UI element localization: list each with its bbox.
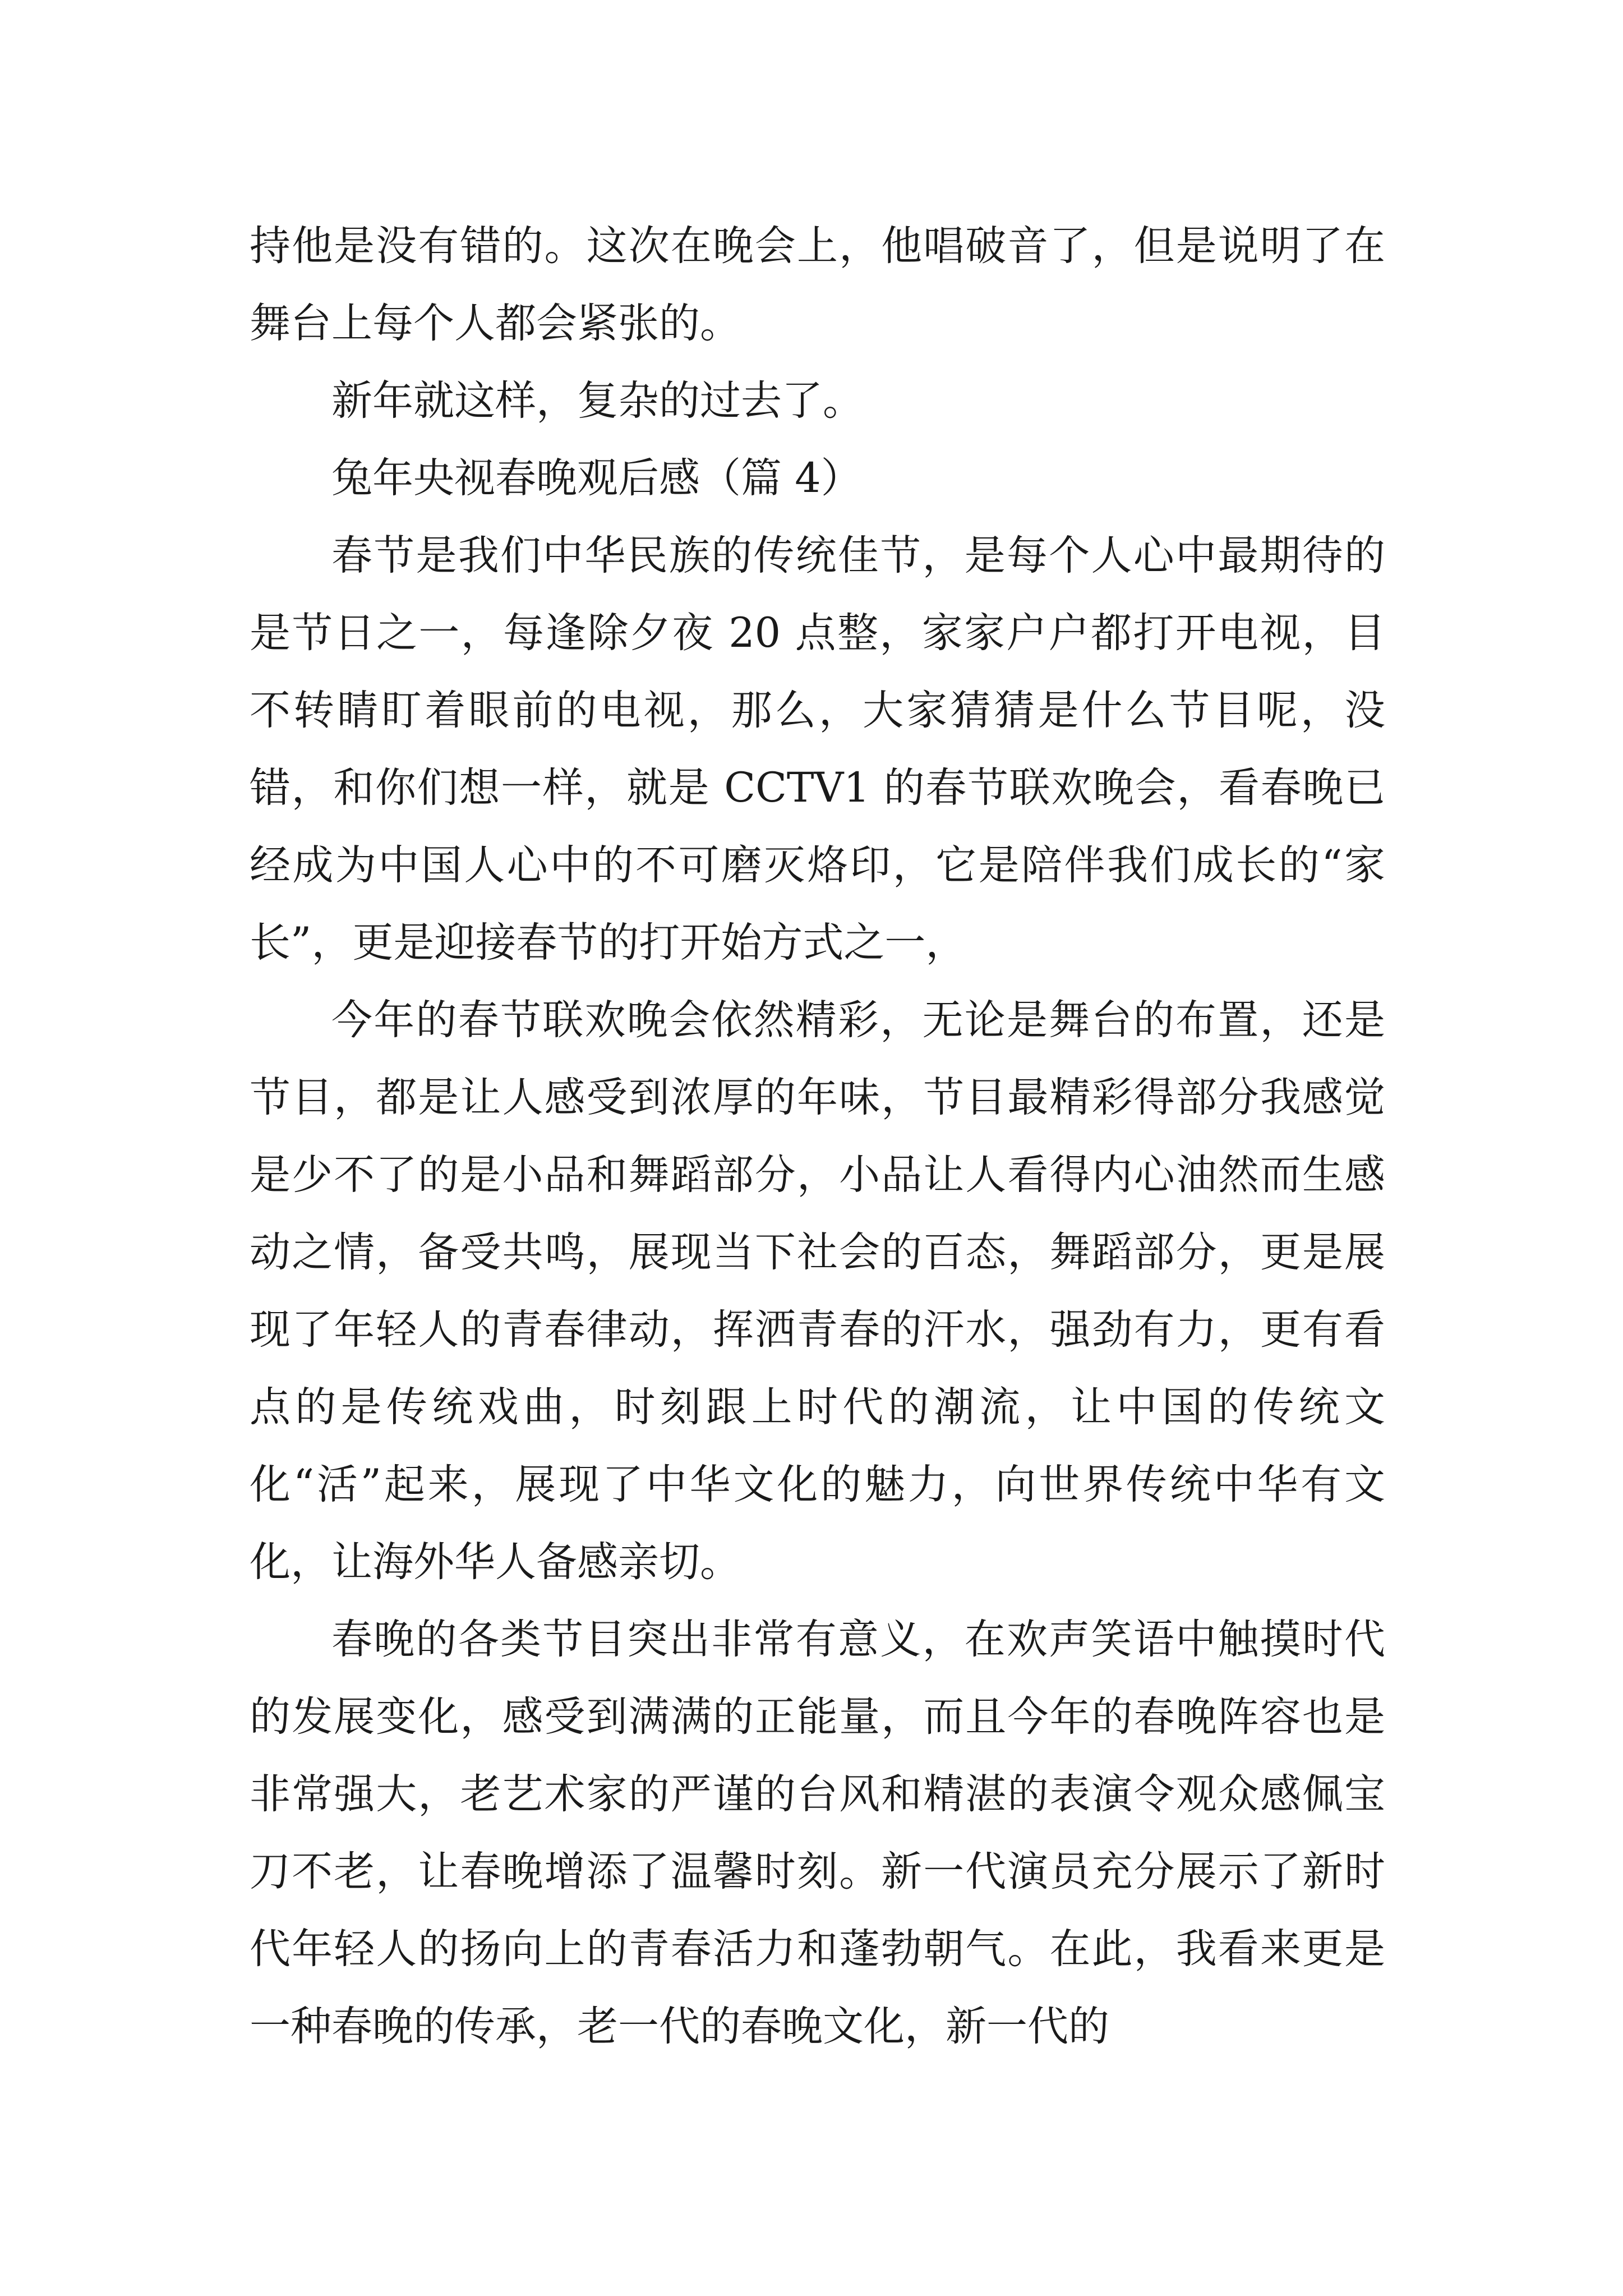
paragraph-spring-festival: 春节是我们中华民族的传统佳节，是每个人心中最期待的是节日之一，每逢除夕夜 20 点整，家家户户都打开电视，目不转睛盯着眼前的电视，那么，大家猜猜是什么节目呢，没错，和你们想一样，就是 CCTV1 的春节联欢晚会，看春晚已经成为中国人心中的不可磨灭烙印，它是陪伴我们成长的“家长”，更是迎接春节的打开始方式之一， xyxy=(250,532,1385,967)
paragraph-new-year: 新年就这样，复杂的过去了。 xyxy=(331,377,864,425)
paragraph-gala-review: 今年的春节联欢晚会依然精彩，无论是舞台的布置，还是节目，都是让人感受到浓厚的年味，节目最精彩得部分我感觉是少不了的是小品和舞蹈部分，小品让人看得内心油然而生感动之情，备受共鸣，展现当下社会的百态，舞蹈部分，更是展现了年轻人的青春律动，挥洒青春的汗水，强劲有力，更有看点的是传统戏曲，时刻跟上时代的潮流，让中国的传统文化“活”起来，展现了中华文化的魅力，向世界传统中华有文化，让海外华人备感亲切。 xyxy=(250,996,1385,1586)
paragraph-continued: 持他是没有错的。这次在晚会上，他唱破音了，但是说明了在舞台上每个人都会紧张的。 xyxy=(250,222,1385,347)
document-body xyxy=(250,208,1385,2065)
section-heading: 兔年央视春晚观后感（篇 4） xyxy=(331,454,862,502)
paragraph-programs: 春晚的各类节目突出非常有意义，在欢声笑语中触摸时代的发展变化，感受到满满的正能量，而且今年的春晚阵容也是非常强大，老艺术家的严谨的台风和精湛的表演令观众感佩宝刀不老，让春晚增添了温馨时刻。新一代演员充分展示了新时代年轻人的扬向上的青春活力和蓬勃朝气。在此，我看来更是一种春晚的传承，老一代的春晚文化，新一代的 xyxy=(250,1616,1385,2050)
